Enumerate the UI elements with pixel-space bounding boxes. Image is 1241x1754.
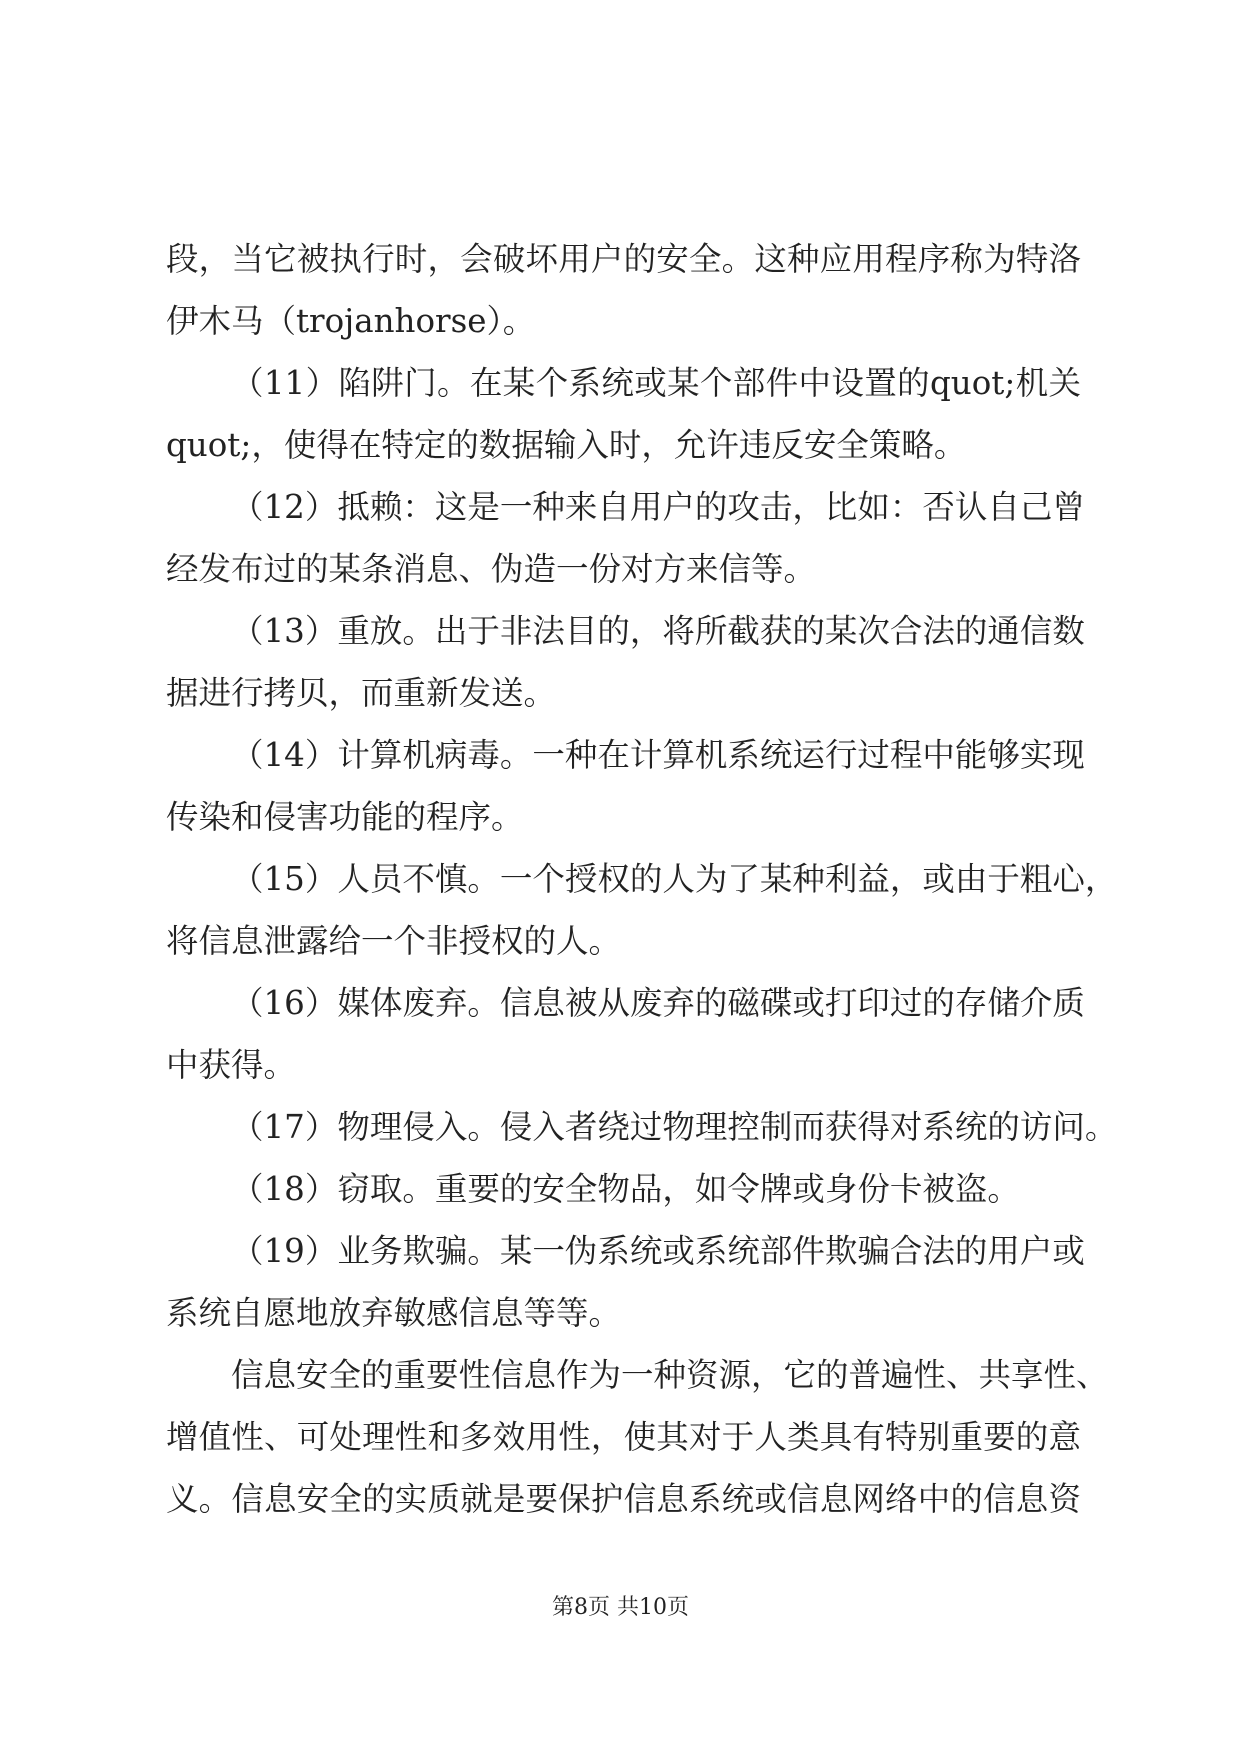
list-item-19-line-2: 系统自愿地放弃敏感信息等等。 [166,1294,622,1332]
list-item-14-line-1: （14）计算机病毒。一种在计算机系统运行过程中能够实现 [231,736,1085,774]
list-item-13-line-1: （13）重放。出于非法目的，将所截获的某次合法的通信数 [231,612,1085,650]
body-text [166,228,1118,1530]
text-line: 段，当它被执行时，会破坏用户的安全。这种应用程序称为特洛 [166,240,1081,278]
text-line: 伊木马（trojanhorse）。 [166,302,536,340]
paragraph-line-2: 增值性、可处理性和多效用性，使其对于人类具有特别重要的意 [166,1418,1081,1456]
list-item-16-line-1: （16）媒体废弃。信息被从废弃的磁碟或打印过的存储介质 [231,984,1085,1022]
list-item-18: （18）窃取。重要的安全物品，如令牌或身份卡被盗。 [231,1170,1020,1208]
paragraph-line-3: 义。信息安全的实质就是要保护信息系统或信息网络中的信息资 [166,1480,1081,1518]
list-item-15-line-2: 将信息泄露给一个非授权的人。 [166,922,622,960]
list-item-17: （17）物理侵入。侵入者绕过物理控制而获得对系统的访问。 [231,1108,1118,1146]
list-item-15-line-1: （15）人员不慎。一个授权的人为了某种利益，或由于粗心， [231,860,1118,898]
list-item-12-line-2: 经发布过的某条消息、伪造一份对方来信等。 [166,550,817,588]
list-item-11-line-1: （11）陷阱门。在某个系统或某个部件中设置的quot;机关 [231,364,1081,402]
paragraph-line-1: 信息安全的重要性信息作为一种资源，它的普遍性、共享性、 [231,1356,1109,1394]
list-item-19-line-1: （19）业务欺骗。某一伪系统或系统部件欺骗合法的用户或 [231,1232,1085,1270]
list-item-12-line-1: （12）抵赖：这是一种来自用户的攻击，比如：否认自己曾 [231,488,1085,526]
list-item-11-line-2: quot;，使得在特定的数据输入时，允许违反安全策略。 [166,426,967,464]
list-item-16-line-2: 中获得。 [166,1046,297,1084]
list-item-14-line-2: 传染和侵害功能的程序。 [166,798,524,836]
list-item-13-line-2: 据进行拷贝，而重新发送。 [166,674,557,712]
page-footer: 第8页 共10页 [552,1595,689,1620]
